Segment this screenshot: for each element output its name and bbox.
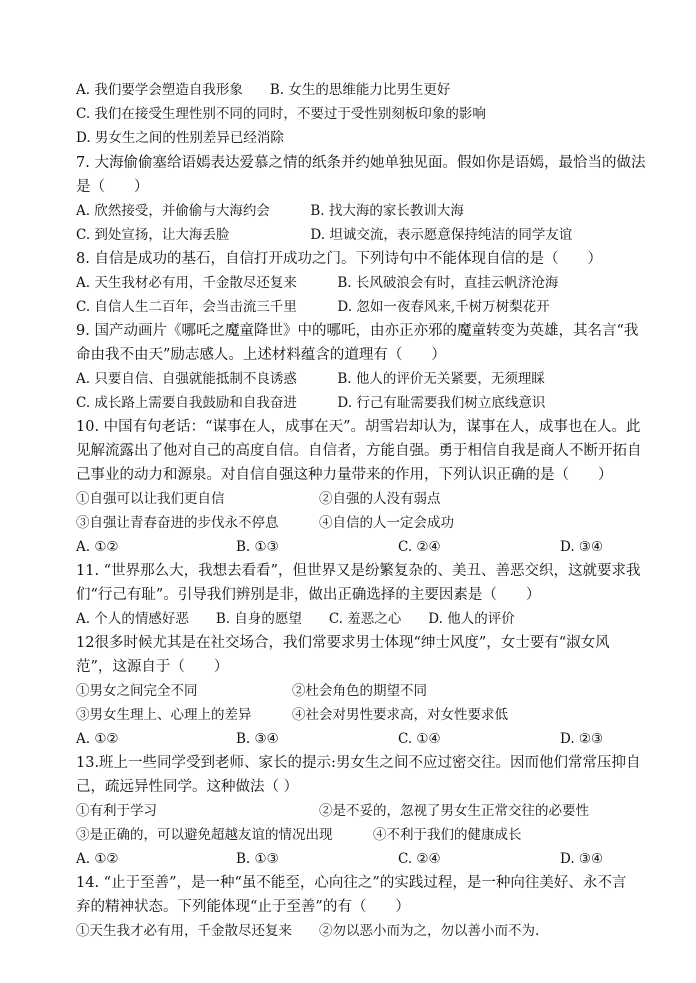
choice-a: A. ①② bbox=[76, 539, 119, 555]
q12-stem: 12很多时候尤其是在社交场合，我们常要求男士体现“绅士风度”，女士要有“淑女风 bbox=[76, 635, 610, 651]
q9-option-cd: C. 成长路上需要自我鼓励和自我奋进 D. 行己有耻需要我们树立底线意识 bbox=[76, 395, 546, 411]
choice-c: C. ②④ bbox=[398, 539, 441, 555]
q6-option-d: D. 男女生之间的性别差异已经消除 bbox=[76, 130, 284, 146]
q14-stem-cont: 弃的精神状态。下列能体现“止于至善”的有（ ） bbox=[76, 899, 410, 915]
choice-d: D. ②③ bbox=[560, 731, 604, 747]
choice-c: C. ②④ bbox=[398, 851, 441, 867]
q13-statements-12: ①有利于学习 ②是不妥的，忽视了男女生正常交往的必要性 bbox=[76, 803, 589, 819]
q9-option-ab: A. 只要自信、自强就能抵制不良诱惑 B. 他人的评价无关紧要，无须理睬 bbox=[76, 371, 545, 387]
q13-statements-34: ③是正确的，可以避免超越友谊的情况出现 ④不利于我们的健康成长 bbox=[76, 827, 522, 843]
q14-stem: 14. “止于至善”，是一种“虽不能至，心向往之”的实践过程，是一种向往美好、永不言 bbox=[76, 875, 627, 891]
choice-c: C. ①④ bbox=[398, 731, 441, 747]
q13-stem-cont: 己，疏远异性同学。这种做法（ ） bbox=[76, 779, 299, 795]
q12-stem-cont: 范”，这源自于（ ） bbox=[76, 659, 229, 675]
q10-stem-cont-2: 己事业的动力和源泉。对自信自强这种力量带来的作用，下列认识正确的是（ ） bbox=[76, 467, 613, 483]
q12-statements-12: ①男女之间完全不同 ②杜会角色的期望不同 bbox=[76, 683, 427, 699]
q9-stem-cont: 命由我不由天”励志感人。上述材料蕴含的道理有（ ） bbox=[76, 347, 446, 363]
choice-a: A. ①② bbox=[76, 731, 119, 747]
q6-option-ab: A. 我们要学会塑造自我形象 B. 女生的思维能力比男生更好 bbox=[76, 82, 451, 98]
q7-stem: 7. 大海偷偷塞给语嫣表达爱慕之情的纸条并约她单独见面。假如你是语嫣，最恰当的做法 bbox=[76, 155, 646, 171]
q8-option-cd: C. 自信人生二百年，会当击流三千里 D. 忽如一夜春风来,千树万树梨花开 bbox=[76, 299, 550, 315]
q12-statements-34: ③男女生理上、心理上的差异 ④社会对男性要求高，对女性要求低 bbox=[76, 707, 508, 723]
q7-option-ab: A. 欣然接受，并偷偷与大海约会 B. 找大海的家长教训大海 bbox=[76, 203, 464, 219]
q8-option-ab: A. 天生我材必有用，千金散尽还复来 B. 长风破浪会有时，直挂云帆济沧海 bbox=[76, 275, 559, 291]
q6-option-c: C. 我们在接受生理性别不同的同时，不要过于受性别刻板印象的影响 bbox=[76, 106, 486, 122]
q9-stem: 9. 国产动画片《哪吒之魔童降世》中的哪吒，由亦正亦邪的魔童转变为英雄，其名言“我 bbox=[76, 323, 639, 339]
choice-a: A. ①② bbox=[76, 851, 119, 867]
q10-stem: 10. 中国有句老话：“谋事在人，成事在天”。胡雪岩却认为，谋事在人，成事也在人。此 bbox=[76, 419, 641, 435]
q7-stem-cont: 是（ ） bbox=[76, 179, 149, 195]
choice-d: D. ③④ bbox=[560, 851, 604, 867]
q11-stem: 11. “世界那么大，我想去看看”，但世界又是纷繁复杂的、美丑、善恶交织，这就要求我 bbox=[76, 563, 641, 579]
q10-statements-12: ①自强可以让我们更自信 ②自强的人没有弱点 bbox=[76, 491, 441, 507]
q11-stem-cont: 们“行己有耻”。引导我们辨别是非，做出正确选择的主要因素是（ ） bbox=[76, 587, 541, 603]
choice-d: D. ③④ bbox=[560, 539, 604, 555]
choice-b: B. ③④ bbox=[236, 731, 279, 747]
q11-options: A. 个人的情感好恶 B. 自身的愿望 C. 羞恶之心 D. 他人的评价 bbox=[76, 611, 515, 627]
q8-stem: 8. 自信是成功的基石，自信打开成功之门。下列诗句中不能体现自信的是（ ） bbox=[76, 251, 602, 267]
q10-stem-cont-1: 见解流露出了他对自己的高度自信。自信者，方能自强。勇于相信自我是商人不断开拓自 bbox=[76, 443, 642, 459]
q7-option-cd: C. 到处宣扬，让大海丢脸 D. 坦诚交流，表示愿意保持纯洁的同学友谊 bbox=[76, 227, 573, 243]
q14-statements-12: ①天生我才必有用，千金散尽还复来 ②勿以恶小而为之，勿以善小而不为. bbox=[76, 923, 540, 939]
q10-statements-34: ③自强让青春奋进的步伐永不停息 ④自信的人一定会成功 bbox=[76, 515, 454, 531]
choice-b: B. ①③ bbox=[236, 539, 279, 555]
choice-b: B. ①③ bbox=[236, 851, 279, 867]
q13-stem: 13.班上一些同学受到老师、家长的提示:男女生之间不应过密交往。因而他们常常压抑自 bbox=[76, 755, 641, 771]
